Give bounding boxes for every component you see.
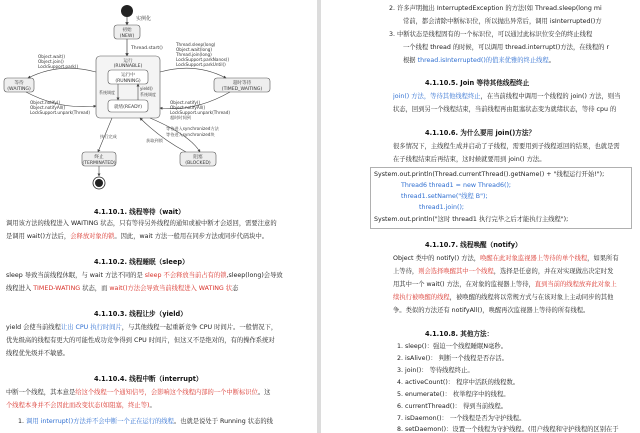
to-timed-call-4: LockSupport.parkNanos() <box>176 57 230 62</box>
timed-waiting-code: (TIMED_WAITING) <box>221 87 263 92</box>
runnable-label: 运行 <box>123 59 133 64</box>
notify-line-4-text: ，被唤醒的线程将以常规方式与在该对象上主动同步的其他 <box>449 294 614 301</box>
sleep-line-1-text-b: ,sleep(long)会导致 <box>226 272 283 279</box>
sleep-line-2-highlight-2: wait()方法会导致当前线程进入 WATING 状 <box>109 285 233 292</box>
to-waiting-call-1: Object.wait() <box>38 54 66 59</box>
interrupt-item-3-line-2: 一个线程 thread 的时候，可以调用 thread.interrupt()方法，在线程的 r <box>403 44 610 51</box>
terminated-code: (TERMINATED) <box>82 161 116 166</box>
new-state-label: 初始 <box>122 28 132 33</box>
code-line-2: Thread6 thread1 = new Thread6(); <box>401 182 512 189</box>
method-item <box>397 389 639 402</box>
section-wait-line-2 <box>6 231 312 244</box>
yield-label: yield() <box>140 86 153 91</box>
method-item-number: 4. <box>397 379 404 386</box>
section-interrupt-title: 4.1.10.4. 线程中断（interrupt） <box>94 375 203 383</box>
section-interrupt-line-2 <box>6 400 312 413</box>
section-interrupt-line-1 <box>6 387 312 400</box>
runnable-code: (RUNNABLE) <box>113 64 143 69</box>
notify-line-3-text: 用其中一个 wait() 方法，在对象的监视器上等待， <box>393 281 535 288</box>
from-timed-call-3: LockSupport.unpark(Thread) <box>170 110 231 115</box>
terminated-label: 终止 <box>94 155 104 160</box>
method-item-number: 6. <box>397 403 404 410</box>
method-item-text: currentThread()： 得到当前线程。 <box>405 403 508 410</box>
to-waiting-call-2: Object.join() <box>38 59 64 64</box>
waiting-code: (WAITING) <box>7 87 31 92</box>
left-page <box>0 0 317 433</box>
interrupt-item-2-number: 2. <box>389 5 396 12</box>
interrupt-item-3-line-3-text-a: 根据 <box>403 57 418 64</box>
section-notify-line-2 <box>393 266 639 279</box>
notify-line-2-highlight: 则会选择唤醒其中一个线程 <box>418 268 494 275</box>
section-yield-line-1 <box>6 322 312 335</box>
section-sleep-title: 4.1.10.2. 线程睡眠（sleep） <box>94 258 189 266</box>
wait-line-2-text-b: 。因此，wait 方法一般用在同步方法或同步代码块中。 <box>114 233 269 240</box>
interrupt-line-1-highlight: 给这个线程一个通知信号，会影响这个线程内部的一个中断标识位 <box>75 389 258 396</box>
sleep-line-1-highlight: sleep 不会释放当前占有的锁 <box>144 272 227 279</box>
code-block <box>370 167 632 229</box>
interrupt-item-3-text: 中断状态是线程固有的一个标识位，可以通过此标识位安全的终止线程 <box>397 31 593 38</box>
notify-line-1-text-a: Object 类中的 notify() 方法， <box>393 255 481 262</box>
from-waiting-call-1: Object.notify() <box>30 100 61 105</box>
interrupt-item-2-line-1 <box>389 3 637 16</box>
notify-line-2-text-c: ，选择是任意的，并在对实现做出决定时发 <box>493 268 614 275</box>
blocked-label: 阻塞 <box>193 155 203 160</box>
method-item-text: sleep()：强迫一个线程睡眠N毫秒。 <box>405 343 507 350</box>
section-why-join-line-2: 在子线程结束后再结束，这时候就要用到 join() 方法。 <box>393 156 546 163</box>
method-item-number: 7. <box>397 415 404 422</box>
section-wait-line-1 <box>6 218 312 231</box>
notify-line-1-highlight: 唤醒在此对象监视器上等待的单个线程 <box>480 255 588 262</box>
interrupt-line-1-text-a: 中断一个线程，其本意是 <box>6 389 76 396</box>
interrupt-line-1-text-b: 。这 <box>257 389 271 396</box>
thread-start-label: Thread.start() <box>131 46 163 51</box>
section-notify-line-4 <box>393 292 639 305</box>
interrupt-line-2-highlight: 个线程本身并不会因此而改变状态(如阻塞，终止等) <box>6 402 150 409</box>
waiting-label: 等待 <box>14 81 24 86</box>
sync-block-label: 等待进入synchronized块 <box>166 132 215 137</box>
system-sched-label-2: 系统调度 <box>140 92 156 97</box>
thread-state-diagram <box>0 0 317 200</box>
notify-line-4-highlight: 续执行被唤醒的线程 <box>393 294 450 301</box>
method-item <box>397 424 639 433</box>
to-waiting-call-3: LockSupport.park() <box>38 64 79 69</box>
method-item <box>397 341 639 354</box>
sleep-line-2-highlight-1: TIMED-WATING <box>33 285 81 292</box>
section-other-methods-title: 4.1.10.8. 其他方法： <box>425 330 494 338</box>
method-item-text: join()： 等待线程终止。 <box>405 367 474 374</box>
from-waiting-call-3: LockSupport.unpark(Thread) <box>30 110 91 115</box>
yield-line-1-text-a: yield 会使当前线程 <box>6 324 61 331</box>
system-sched-label-1: 系统调度 <box>99 90 115 95</box>
running-code: (RUNNING) <box>115 79 141 84</box>
method-item-text: activeCount()： 程序中活跃的线程数。 <box>405 379 520 386</box>
notify-line-2-text-a: 上等待， <box>393 268 419 275</box>
interrupt-item-3-line-1 <box>389 29 637 42</box>
join-line-1-highlight-b: 等待其他线程终止 <box>430 93 481 100</box>
running-label: 运行中 <box>121 73 135 78</box>
section-why-join-title: 4.1.10.6. 为什么要用 join()方法？ <box>425 129 536 137</box>
ready-label: 就绪(READY) <box>113 105 143 110</box>
method-item-number: 1. <box>397 343 404 350</box>
from-timed-call-4: 超时时间到 <box>170 115 191 120</box>
start-node <box>121 5 133 17</box>
method-item-text: isAlive()： 判断一个线程是否存活。 <box>405 355 508 362</box>
start-label: 实例化 <box>136 16 152 22</box>
new-state-code: (NEW) <box>119 34 135 39</box>
blocked-code: (BLOCKED) <box>185 161 211 166</box>
wait-line-2-highlight: 会释放对象的锁 <box>70 233 115 240</box>
method-item-text: isDaemon()： 一个线程是否为守护线程。 <box>405 415 526 422</box>
code-line-4: thread1.join(); <box>419 204 465 211</box>
from-timed-call-2: Object.notifyAll() <box>170 105 206 110</box>
method-item <box>397 353 639 366</box>
section-notify-title: 4.1.10.7. 线程唤醒（notify） <box>425 241 522 249</box>
section-sleep-line-1 <box>6 270 312 283</box>
interrupt-item-3-number: 3. <box>389 31 396 38</box>
wait-line-2-text-a: 是调用 wait()方法后， <box>6 233 71 240</box>
code-line-5: System.out.println("这时 thread1 执行完毕之后才能执行主线程"); <box>374 216 569 223</box>
method-item-text: enumerate()： 枚举程序中的线程。 <box>405 391 510 398</box>
right-page-lower <box>321 229 640 433</box>
timed-waiting-label: 超时等待 <box>232 81 252 86</box>
method-item-number: 5. <box>397 391 404 398</box>
interrupt-item-number: 1. <box>18 418 25 425</box>
method-item <box>397 365 639 378</box>
execute-done-label: 执行完成 <box>100 134 117 139</box>
join-line-1-highlight-a: join() 方法， <box>393 93 431 100</box>
sleep-line-2-text-c: 态 <box>232 285 239 292</box>
method-item-number: 3. <box>397 367 404 374</box>
interrupt-item-3-line-3-highlight: thread.isInterrupted()的值来优雅的终止线程 <box>417 57 549 64</box>
section-interrupt-item-1 <box>18 416 312 429</box>
method-item-number: 8. <box>397 426 404 433</box>
sleep-line-2-text-a: 线程进入 <box>6 285 34 292</box>
from-timed-call-1: Object.notify() <box>170 100 201 105</box>
method-item-text: setDaemon()：设置一个线程为守护线程。(用户线程和守护线程的区别在于 <box>405 426 619 433</box>
section-notify-line-3 <box>393 279 639 292</box>
section-notify-line-5: 争。类似的方法还有 notifyAll()，唤醒再次监视器上等待的所有线程。 <box>393 307 590 314</box>
to-timed-call-1: Thread.sleep(long) <box>176 42 216 47</box>
acquire-lock-label: 获取到锁 <box>146 138 163 143</box>
sync-wait-label: 等待进入synchronized方法 <box>166 126 219 131</box>
method-item <box>397 401 639 414</box>
to-timed-call-5: LockSupport.parkUntil() <box>176 62 226 67</box>
join-line-1-text: ，在当前线程中调用一个线程的 join() 方法，则当 <box>480 93 621 100</box>
method-item <box>397 377 639 390</box>
interrupt-item-2-line-2: 常前，都会清除中断标识位，所以抛出异常后，调用 isInterrupted()方 <box>403 18 602 25</box>
sleep-line-2-text-b: 状态，而 <box>80 285 110 292</box>
section-yield-line-2: 优先级高的线程有更大的可能性成功竞争得到 CPU 时间片，但这又不是绝对的，有的操作系统对 <box>6 337 275 344</box>
section-yield-line-3: 线程优先级并不敏感。 <box>6 350 69 357</box>
section-notify-line-1 <box>393 253 639 266</box>
sleep-line-1-text-a: sleep 导致当前线程休眠，与 wait 方法不同的是 <box>6 272 145 279</box>
interrupt-item-3-line-3-text-c: 。 <box>548 57 556 64</box>
section-join-title: 4.1.10.5. Join 等待其他线程终止 <box>425 79 530 87</box>
interrupt-item-3-line-3 <box>403 55 637 68</box>
notify-line-1-text-b: ，如果所有 <box>587 255 619 262</box>
wait-line-1-text: 调用该方法的线程进入 WAITING 状态，只有等待另外线程的通知或被中断才会返回，需要注意的 <box>6 220 277 227</box>
section-yield-title: 4.1.10.3. 线程让步（yield） <box>94 310 187 318</box>
from-waiting-call-2: Object.notifyAll() <box>30 105 66 110</box>
section-sleep-line-2 <box>6 283 312 296</box>
section-join-line-2: 状态，回到另一个线程结束，当前线程再由阻塞状态变为就绪状态，等待 cpu 的 <box>393 106 617 113</box>
to-timed-call-2: Object.wait(long) <box>176 47 213 52</box>
end-node <box>95 179 103 187</box>
notify-line-3-highlight: 直到当前的线程放弃此对象上 <box>534 281 617 288</box>
interrupt-item-highlight: 调用 interrupt()方法并不会中断一个正在运行的线程 <box>26 418 174 425</box>
code-line-3: thread1.setName("线程 B"); <box>401 193 488 200</box>
interrupt-line-2-text: 。 <box>149 402 156 409</box>
method-item-number: 2. <box>397 355 404 362</box>
to-timed-call-3: Thread.join(long) <box>176 52 212 57</box>
yield-line-1-text-c: ，与其他线程一起重新竞争 CPU 时间片。一般情况下， <box>121 324 278 331</box>
yield-line-1-highlight: 让出 CPU 执行时间片 <box>60 324 122 331</box>
section-why-join-line-1: 很多情况下，主线程生成并启动了子线程，需要用到子线程返回的结果，也就是需 <box>393 143 620 150</box>
interrupt-item-text: 。也就是说处于 Running 状态的线 <box>173 418 273 425</box>
interrupt-item-2-text: 许多声明抛出 InterruptedException 的方法(如 Thread.sleep(long mi <box>397 5 602 12</box>
code-line-1: System.out.println(Thread.currentThread().getName() + "线程运行开始!"); <box>374 171 605 178</box>
section-join-line-1 <box>393 91 637 104</box>
section-wait-title: 4.1.10.1. 线程等待（wait） <box>94 208 185 216</box>
